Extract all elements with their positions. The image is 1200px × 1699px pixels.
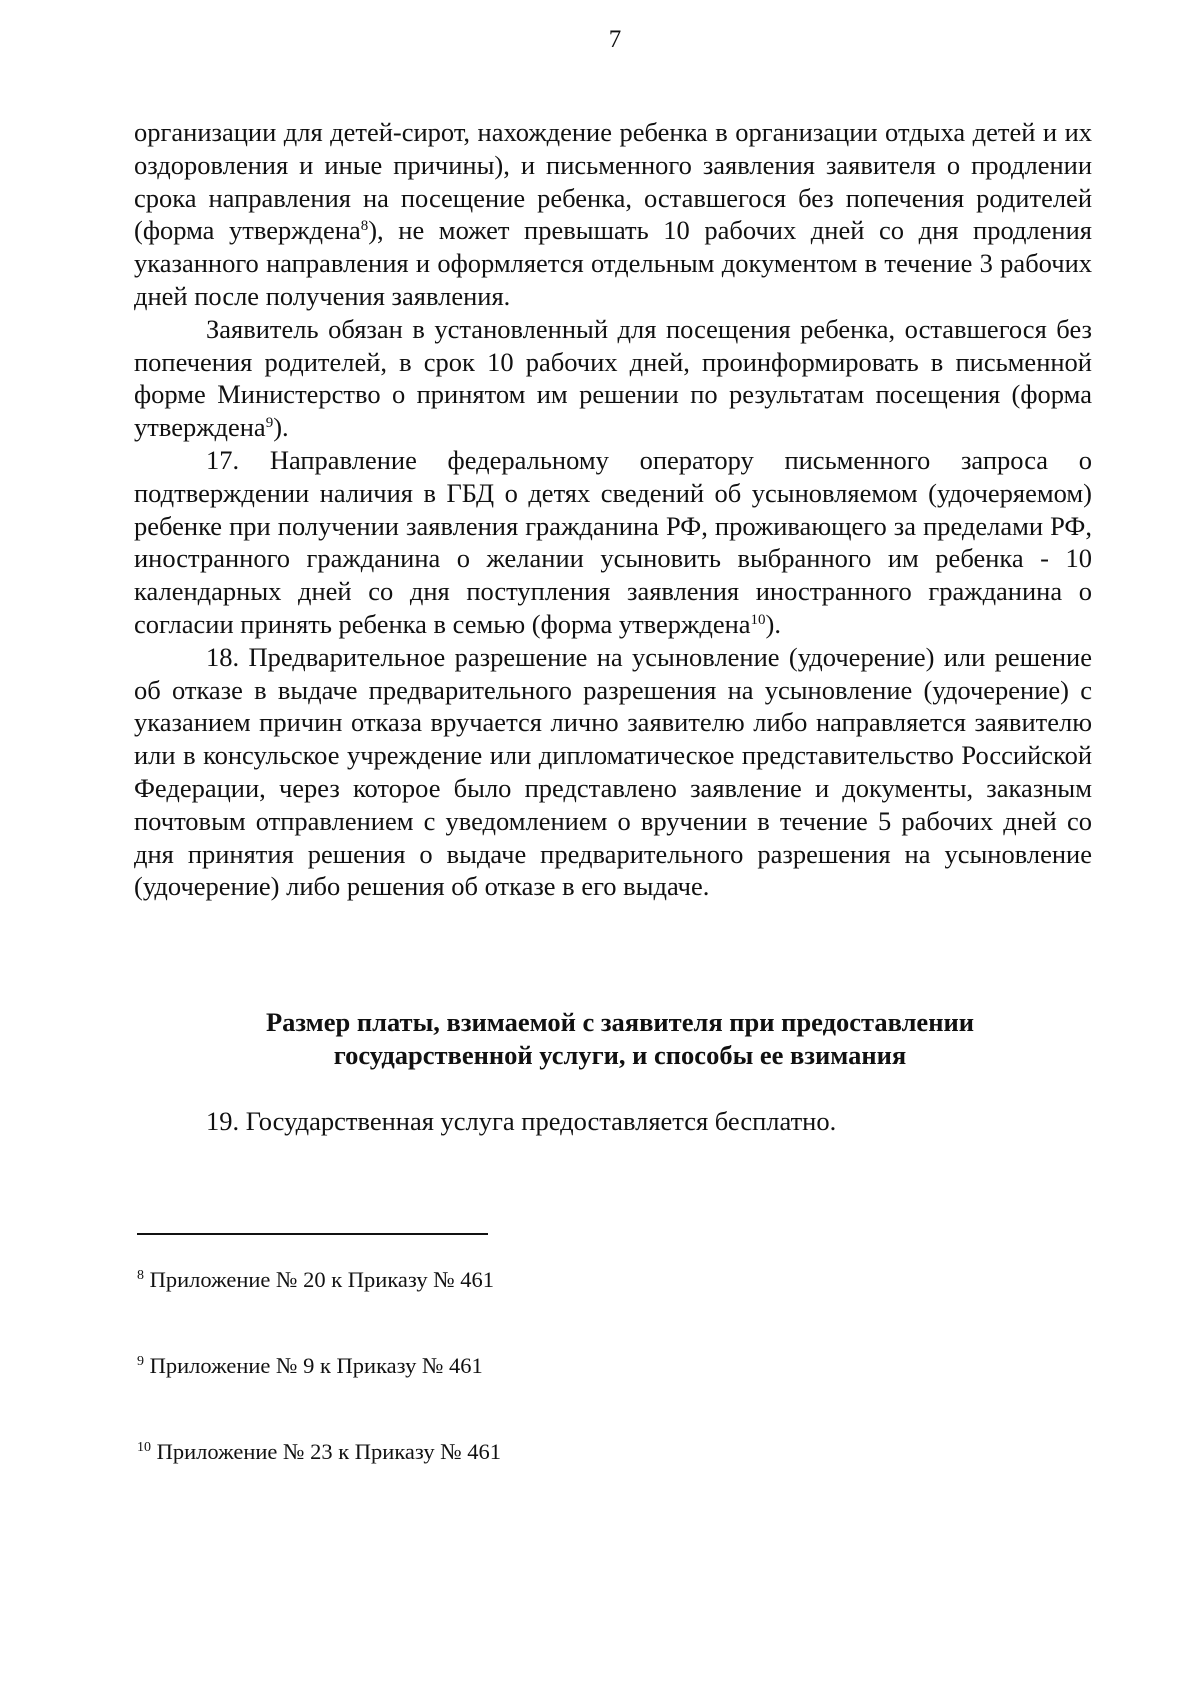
footnote-text: Приложение № 20 к Приказу № 461 (149, 1267, 495, 1292)
paragraph-text-tail: ). (273, 412, 289, 443)
page-number: 7 (608, 26, 622, 53)
footnote-text: Приложение № 9 к Приказу № 461 (149, 1353, 483, 1378)
section-heading (120, 1006, 1120, 1072)
footnote-text: Приложение № 23 к Приказу № 461 (156, 1439, 502, 1464)
footnote-ref: 8 (360, 218, 369, 235)
section-heading-line: Размер платы, взимаемой с заявителя при предоставлении (265, 1007, 975, 1037)
paragraph-text: 17. Направление федеральному оператору письменного запроса о подтверждении наличия в ГБД о детях сведений об усыновляемом (удочеряемом) ребенке при получении заявления гражданина РФ, проживающего за пределами РФ, иностранного гражданина о желании усыновить выбранного им ребенка - 10 календарных дней со дня поступления заявления иностранного гражданина о согласии принять ребенка в семью (форма утверждена (134, 444, 1092, 639)
paragraph-clause-17 (134, 444, 1092, 641)
footnote (137, 1438, 501, 1466)
footnote (137, 1352, 483, 1380)
footnote-marker: 8 (137, 1268, 144, 1283)
footnote-ref: 9 (265, 415, 274, 432)
section-heading-line: государственной услуги, и способы ее взимания (333, 1040, 907, 1070)
paragraph-text: Заявитель обязан в установленный для посещения ребенка, оставшегося без попечения родителей, в срок 10 рабочих дней, проинформировать в письменной форме Министерство о принятом им решении по результатам посещения (форма утверждена (134, 313, 1092, 443)
paragraph-text: 18. Предварительное разрешение на усыновление (удочерение) или решение об отказе в выдаче предварительного разрешения на усыновление (удочерение) с указанием причин отказа вручается лично заявителю либо направляется заявителю или в консульское учреждение или дипломатическое представительство Российской Федерации, через которое было представлено заявление и документы, заказным почтовым отправлением с уведомлением о вручении в течение 5 рабочих дней со дня принятия решения о выдаче предварительного разрешения на усыновление (удочерение) либо решения об отказе в его выдаче. (134, 641, 1092, 902)
footnote-ref: 10 (750, 611, 766, 628)
footnote-divider (137, 1233, 488, 1235)
paragraph-clause-19: 19. Государственная услуга предоставляется бесплатно. (206, 1106, 837, 1136)
paragraph-applicant-obligation (134, 313, 1092, 444)
paragraph-text-tail: ). (765, 608, 781, 639)
footnote (137, 1266, 494, 1294)
footnote-marker: 9 (137, 1354, 144, 1369)
paragraph-continuation (134, 116, 1092, 313)
paragraph-text: организации для детей-сирот, нахождение ребенка в организации отдыха детей и их оздоровления и иные причины), и письменного заявления заявителя о продлении срока направления на посещение ребенка, оставшегося без попечения родителей (форма утверждена (134, 117, 1092, 246)
footnote-marker: 10 (137, 1440, 151, 1455)
document-body (134, 116, 1092, 903)
paragraph-text-tail: ), не может превышать 10 рабочих дней со дня продления указанного направления и оформляется отдельным документом в течение 3 рабочих дней после получения заявления. (134, 215, 1092, 311)
paragraph-clause-18 (134, 641, 1092, 903)
